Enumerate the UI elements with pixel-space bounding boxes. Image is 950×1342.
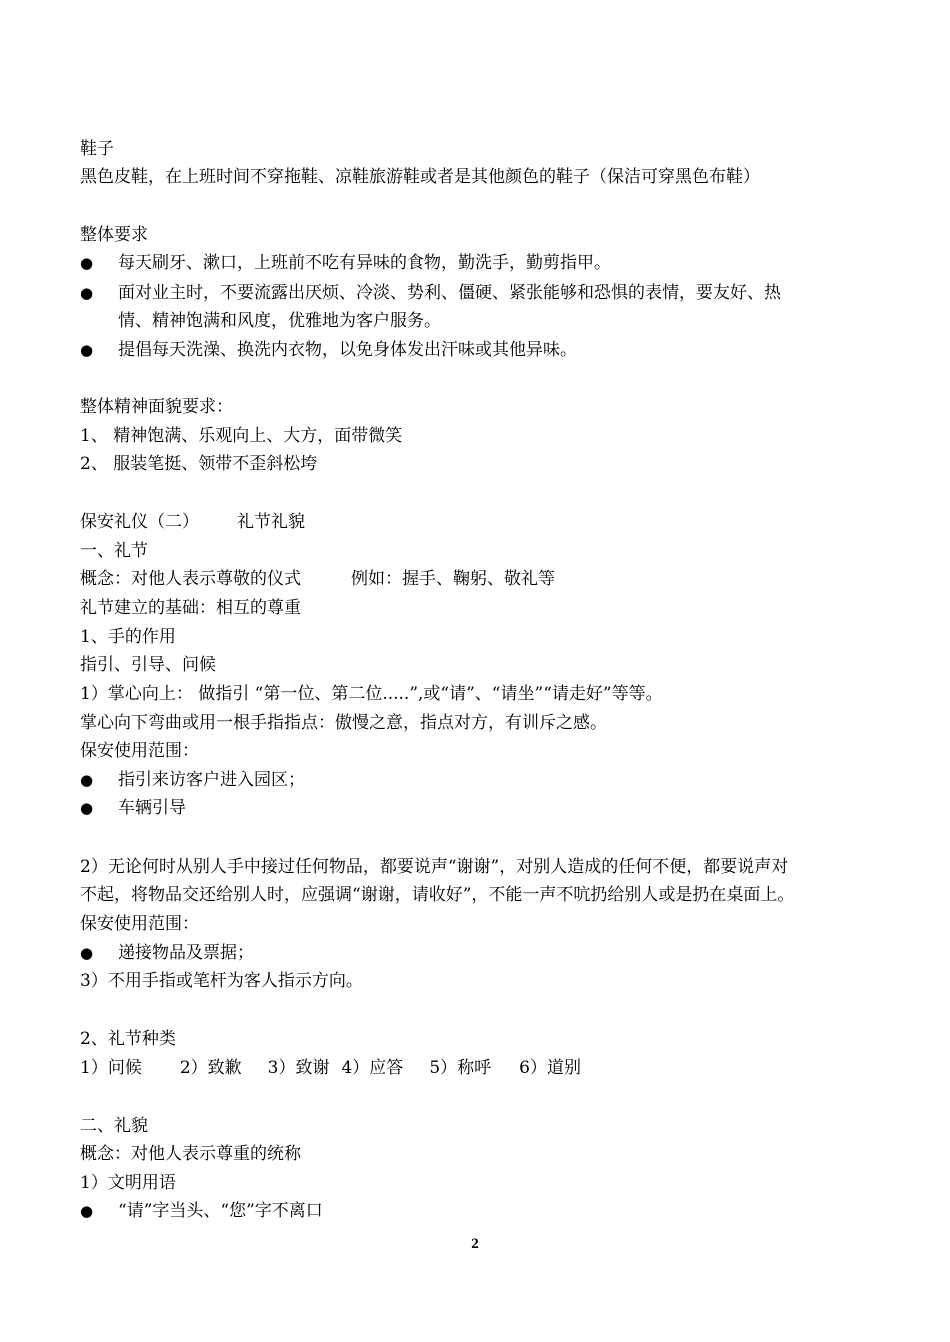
spirit-item-1: 1、 精神饱满、乐观向上、大方，面带微笑 — [80, 426, 403, 446]
section1-heading: 一、礼节 — [80, 541, 148, 561]
shoes-text: 黑色皮鞋，在上班时间不穿拖鞋、凉鞋旅游鞋或者是其他颜色的鞋子（保洁可穿黑色布鞋） — [80, 167, 760, 187]
basis-line: 礼节建立的基础：相互的尊重 — [80, 598, 301, 618]
bullet-icon: ● — [80, 944, 94, 962]
bullet-icon: ● — [80, 799, 94, 817]
types-list — [80, 1057, 581, 1079]
type-item: 2）致歉 — [179, 1058, 242, 1078]
shoes-heading: 鞋子 — [80, 139, 114, 159]
overall-heading: 整体要求 — [80, 225, 148, 245]
spirit-item-2: 2、 服装笔挺、领带不歪斜松垮 — [80, 454, 318, 474]
type-item: 4）应答 — [341, 1058, 404, 1078]
para2-line2: 不起，将物品交还给别人时，应强调“谢谢，请收好”，不能一声不吭扔给别人或是扔在桌面上。 — [80, 885, 795, 905]
concept2-line: 概念：对他人表示尊重的统称 — [80, 1144, 301, 1164]
para3-line: 3）不用手指或笔杆为客人指示方向。 — [80, 971, 363, 991]
type-item: 3）致谢 — [267, 1058, 330, 1078]
scope1-heading: 保安使用范围： — [80, 741, 199, 761]
type-item: 5）称呼 — [429, 1058, 492, 1078]
civil-heading: 1）文明用语 — [80, 1173, 176, 1193]
bullet-icon: ● — [80, 771, 94, 789]
document-page: 鞋子 黑色皮鞋，在上班时间不穿拖鞋、凉鞋旅游鞋或者是其他颜色的鞋子（保洁可穿黑色布鞋） 整体要求 ● 每天刷牙、漱口，上班前不吃有异味的食物，勤洗手，勤剪指甲。 ● 面对业主时，不要流露出厌烦、冷淡、势利、僵硬、紧张能够和恐惧的表情，要友好、热 情、精神饱满和风度，优雅地为客户服务。 ● 提倡每天洗澡、换洗内衣物，以免身体发出汗味或其他异味。 整体精神面貌要求： 1、 精神饱满、乐观向上、大方，面带微笑 2、 服装笔挺、领带不歪斜松垮 保安礼仪（二） 礼节礼貌 一、礼节 概念：对他人表示尊敬的仪式 例如：握手、鞠躬、敬礼等 礼节建立的基础：相互的尊重 1、手的作用 指引、引导、问候 1）掌心向上： 做指引 “第一位、第二位.....”,或“请”、“请坐”“请走好”等等。 掌心向下弯曲或用一根手指指点：傲慢之意，指点对方，有训斥之感。 保安使用范围： ● 指引来访客户进入园区； ● 车辆引导 2）无论何时从别人手中接过任何物品，都要说声“谢谢”，对别人造成的任何不便，都要说声对 不起，将物品交还给别人时，应强调“谢谢，请收好”，不能一声不吭扔给别人或是扔在桌面上。 保安使用范围： ● 递接物品及票据； 3）不用手指或笔杆为客人指示方向。 2、礼节种类 1）问候 2）致歉 3）致谢 4）应答 5）称呼 6）道别 二、礼貌 概念：对他人表示尊重的统称 1）文明用语 ● “请”字当头、“您”字不离口 2 — [0, 0, 950, 1342]
para2-line1: 2）无论何时从别人手中接过任何物品，都要说声“谢谢”，对别人造成的任何不便，都要说声对 — [80, 857, 789, 877]
hand-heading: 1、手的作用 — [80, 627, 176, 647]
spirit-heading: 整体精神面貌要求： — [80, 397, 233, 417]
bullet-icon: ● — [80, 341, 94, 359]
concept-line: 概念：对他人表示尊敬的仪式 例如：握手、鞠躬、敬礼等 — [80, 569, 555, 589]
palm-down-line: 掌心向下弯曲或用一根手指指点：傲慢之意，指点对方，有训斥之感。 — [80, 713, 607, 733]
bullet-icon: ● — [80, 1202, 94, 1220]
bullet-icon: ● — [80, 284, 94, 302]
hand-items: 指引、引导、问候 — [80, 655, 216, 675]
section-title: 保安礼仪（二） 礼节礼貌 — [80, 512, 305, 532]
types-heading: 2、礼节种类 — [80, 1029, 176, 1049]
palm-up-line: 1）掌心向上： 做指引 “第一位、第二位.....”,或“请”、“请坐”“请走好”等等。 — [80, 684, 663, 704]
type-item: 1）问候 — [80, 1058, 142, 1078]
bullet-icon: ● — [80, 254, 94, 272]
page-number: 2 — [471, 1236, 479, 1252]
type-item: 6）道别 — [519, 1058, 581, 1078]
section2-heading: 二、礼貌 — [80, 1116, 148, 1136]
scope2-heading: 保安使用范围： — [80, 914, 199, 934]
